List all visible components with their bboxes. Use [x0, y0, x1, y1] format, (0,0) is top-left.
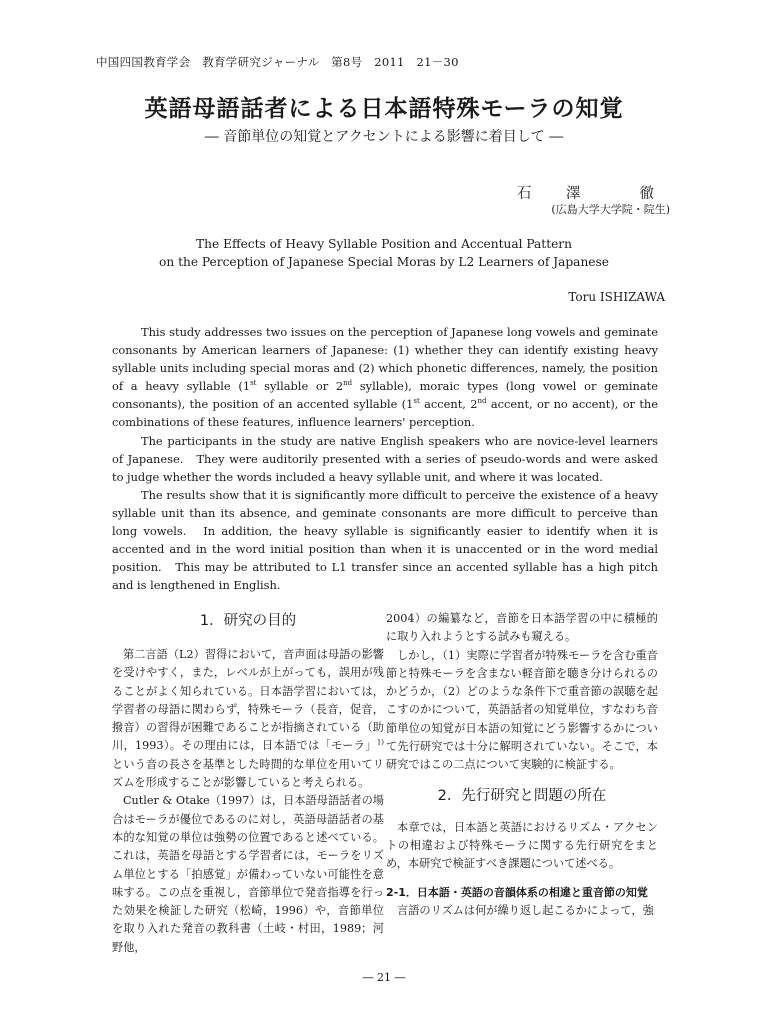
- abstract-ordinal-number: 2: [470, 397, 478, 412]
- superscript: nd: [343, 379, 353, 388]
- abstract-paragraph-3: The results show that it is significantly more difficult to perceive the existence of a heavy syllable unit than its absence, and geminate consonants are more difficult to perceive than long vowels. In addition, the heavy syllable is significantly easier to identify when it is accented and in the word initial position than when it is unaccented or in the word medial position. This may be attributed to L1 transfer since an accented syllable has a high pitch and is lengthened in English.: [112, 487, 658, 593]
- paper-subtitle-japanese: ― 音節単位の知覚とアクセントによる影響に着目して ―: [204, 129, 564, 145]
- paper-title-english-line1: The Effects of Heavy Syllable Position and Accentual Pattern: [196, 237, 572, 251]
- section-1-paragraph-2: Cutler & Otake（1997）は，日本語母語話者の場合はモーラが優位であるのに対し，英語母語話者の基本的な知覚の単位は強勢の位置であると述べている。これは，英語を母語とする学習者には，モーラをリズム単位とする「拍感覚」が備わっていない可能性を意味する。この点を重視し，音節単位で発音指導を行った効果を検証した研究（松崎，1996）や，音節単位を取り入れた発音の教科書（土岐・村田，1989；河野他，: [112, 794, 384, 954]
- abstract-text: This study addresses two issues on the perception of Japanese long vowels and geminate consonants by American learners of Japanese: (1) whether they can identify existing heavy syllable units including special moras and (2) which phonetic differences, namely, the position of a heavy syllable (: [112, 325, 658, 394]
- abstract: [112, 323, 658, 594]
- section-1-paragraph-3: しかし，（1）実際に学習者が特殊モーラを含む重音節と特殊モーラを含まない軽音節を聴き分けられるのかどうか，（2）どのような条件下で重音節の誤聴を起こすのかについて，英語話者の知覚単位，すなわち音節単位の知覚が日本語の知覚にどう影響するかについて先行研究では十分に解明されていない。そこで，本研究ではこの二点について実験的に検証する。: [386, 648, 658, 772]
- journal-header: 中国四国教育学会 教育学研究ジャーナル 第8号 2011 21－30: [96, 55, 459, 69]
- subsection-2-1-paragraph-1: 言語のリズムは何が繰り返し起こるかによって，強: [397, 903, 654, 917]
- superscript: st: [413, 397, 420, 406]
- section-2-heading: 2．先行研究と問題の所在: [437, 787, 607, 804]
- body-column-right: [386, 610, 658, 920]
- paper-title-english: [0, 235, 768, 271]
- abstract-text: syllable), moraic types (long vowel or geminate consonants), the position of an accented syllable (: [112, 379, 658, 412]
- abstract-text: syllable or: [256, 379, 336, 394]
- superscript: st: [250, 379, 257, 388]
- abstract-ordinal-number: 1: [406, 397, 414, 412]
- paper-title-japanese: 英語母語話者による日本語特殊モーラの知覚: [144, 95, 624, 122]
- body-text: 第二言語（L2）習得において，音声面は母語の影響を受けやすく，また，レベルが上がっても，誤用が残ることがよく知られている。日本語学習においては，学習者の母語に関わらず，特殊モーラ（長音，促音，撥音）の習得が困難であることが指摘されている（助川，1993）。その理由には，日本語では「モーラ」: [112, 648, 384, 753]
- paper-title-english-line2: on the Perception of Japanese Special Moras by L2 Learners of Japanese: [159, 255, 609, 269]
- body-text: という音の長さを基準とした時間的な単位を用いてリズムを形成することが影響していると考えられる。: [112, 757, 384, 790]
- author-name-japanese: 石 澤 徹: [517, 186, 664, 202]
- page-number: ― 21 ―: [362, 971, 406, 984]
- superscript: nd: [477, 397, 487, 406]
- abstract-text: accent,: [419, 397, 471, 412]
- section-1-paragraph-1: [112, 646, 384, 792]
- section-2-paragraph-1: 本章では，日本語と英語におけるリズム・アクセントの相違および特殊モーラに関する先行研究をまとめ，本研究で検証すべき課題について述べる。: [386, 820, 658, 871]
- author-affiliation: (広島大学大学院・院生): [551, 203, 670, 216]
- body-column-left: [112, 610, 384, 957]
- abstract-paragraph-1: [112, 323, 658, 432]
- footnote-marker: 1): [376, 738, 384, 747]
- abstract-ordinal-number: 1: [242, 379, 251, 394]
- section-1-heading: 1．研究の目的: [199, 613, 297, 629]
- abstract-ordinal-number: 2: [335, 379, 344, 394]
- subsection-2-1-heading: 2-1．日本語・英語の音韻体系の相違と重音節の知覚: [386, 885, 648, 899]
- abstract-paragraph-2: The participants in the study are native English speakers who are novice-level learners of Japanese. They were auditorily presented with a series of pseudo-words and were asked to judge whether the words included a heavy syllable unit, and where it was located.: [112, 433, 658, 484]
- abstract-text: accent, or no accent), or the combinations of these features, influence learners' perception.: [112, 397, 658, 430]
- section-1-paragraph-2-continued: 2004）の編纂など，音節を日本語学習の中に積極的に取り入れようとする試みも窺える。: [386, 612, 658, 644]
- author-name-english: Toru ISHIZAWA: [568, 290, 665, 304]
